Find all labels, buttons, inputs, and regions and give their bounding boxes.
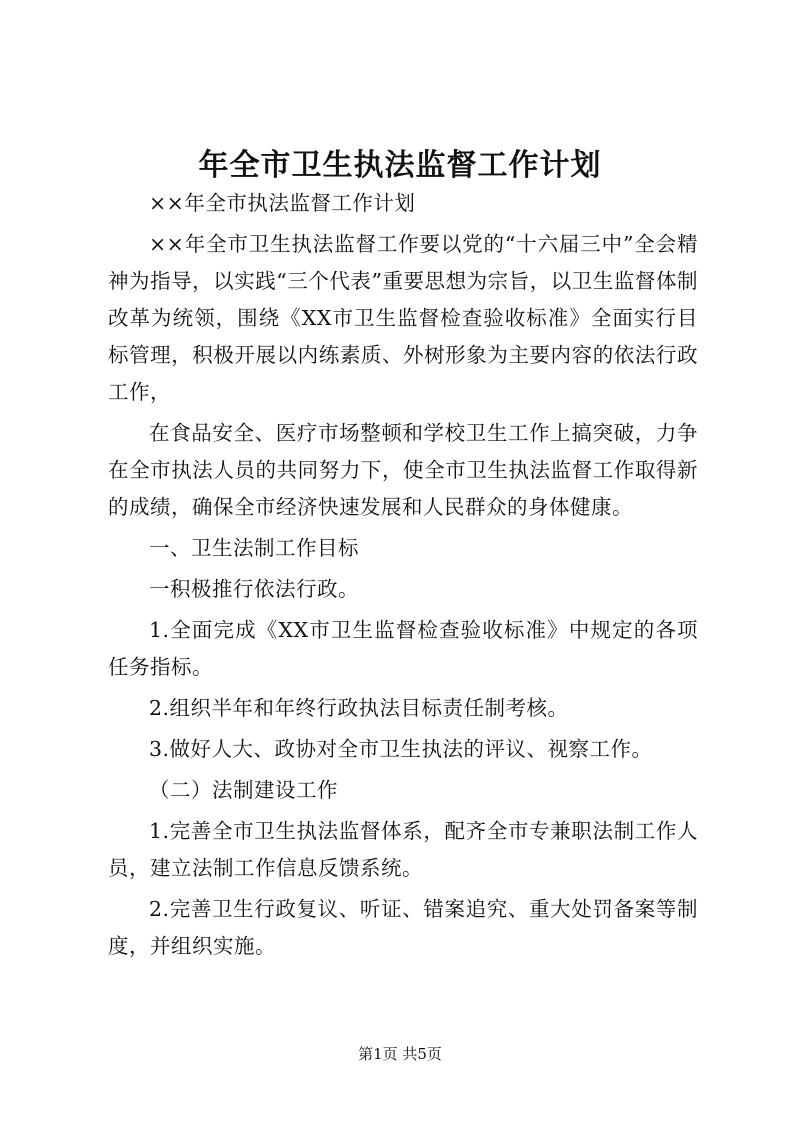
- section-heading-legal-goals: 一、卫生法制工作目标: [149, 536, 359, 560]
- list-item: 1.全面完成《XX市卫生监督检查验收标准》中规定的各项任务指标。: [108, 618, 698, 679]
- list-item: 1.完善全市卫生执法监督体系，配齐全市专兼职法制工作人员，建立法制工作信息反馈系统。: [108, 819, 698, 880]
- document-title: 年全市卫生执法监督工作计划: [198, 148, 602, 183]
- list-item: 2.组织半年和年终行政执法目标责任制考核。: [149, 696, 569, 720]
- paragraph-guiding-principle: ××年全市卫生执法监督工作要以党的“十六届三中”全会精神为指导，以实践“三个代表”重要思想为宗旨，以卫生监督体制改革为统领，围绕《XX市卫生监督检查验收标准》全面实行目标管理，积极开展以内练素质、外树形象为主要内容的依法行政工作，: [108, 232, 698, 404]
- subsection-heading-administration: 一积极推行依法行政。: [149, 577, 359, 601]
- list-item: 3.做好人大、政协对全市卫生执法的评议、视察工作。: [149, 737, 653, 761]
- paragraph-plan-heading: ××年全市执法监督工作计划: [149, 191, 416, 215]
- page-number-footer: 第1页 共5页: [358, 1045, 442, 1063]
- subsection-heading-legal-construction: （二）法制建设工作: [149, 778, 338, 802]
- list-item: 2.完善卫生行政复议、听证、错案追究、重大处罚备案等制度，并组织实施。: [108, 897, 698, 958]
- document-body: [108, 185, 698, 969]
- paragraph-breakthrough-goals: 在食品安全、医疗市场整顿和学校卫生工作上搞突破，力争在全市执法人员的共同努力下，使全市卫生执法监督工作取得新的成绩，确保全市经济快速发展和人民群众的身体健康。: [108, 421, 698, 519]
